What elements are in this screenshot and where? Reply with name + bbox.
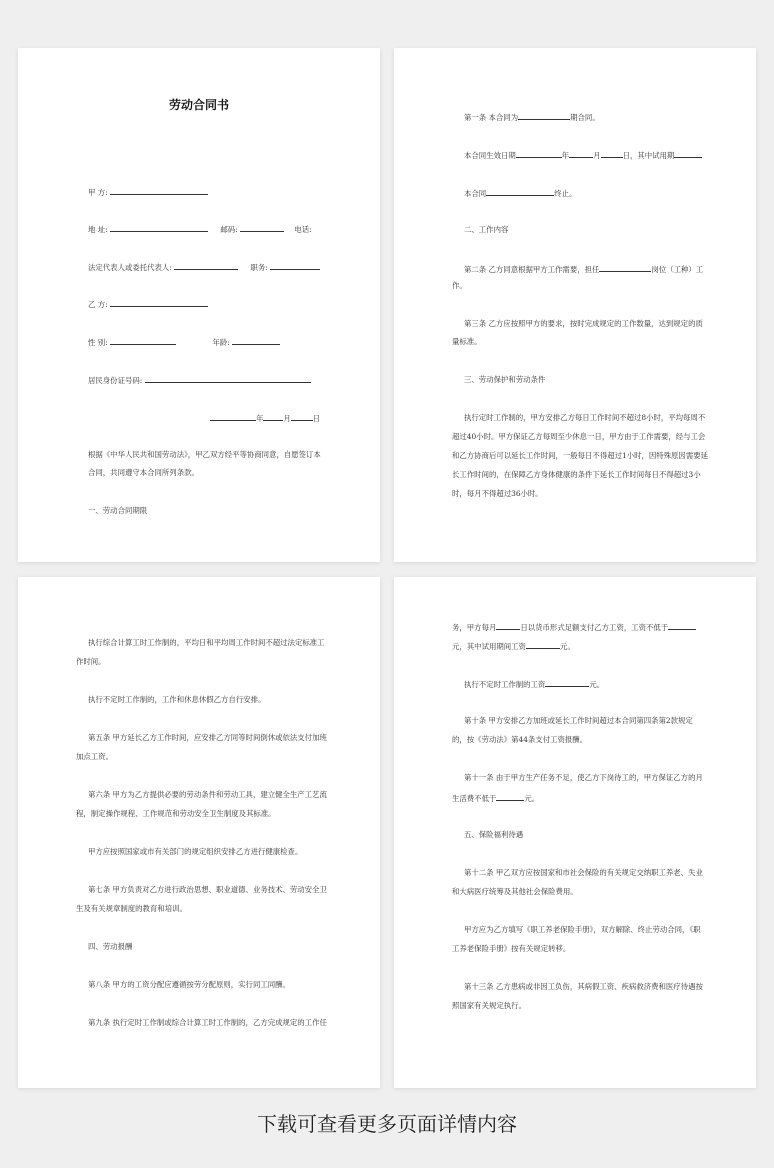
article-1-end: 期合同。	[570, 113, 600, 122]
gender-label: 性 别:	[88, 338, 108, 347]
party-b-label: 乙 方:	[88, 300, 108, 309]
article-2-text: 第二条 乙方同意根据甲方工作需要，担任	[464, 265, 600, 274]
address-row	[88, 223, 312, 235]
address-blank	[110, 223, 208, 232]
p3-line-11: 第八条 甲方的工资分配应遵循按劳分配原则，实行同工同酬。	[88, 980, 290, 989]
position-blank	[270, 261, 320, 270]
section-heading-3: 三、劳动保护和劳动条件	[464, 375, 546, 384]
termination-blank	[486, 187, 554, 196]
p3-line-1: 执行综合计算工时工作制的，平均日和平均周工作时间不超过法定标准工	[88, 638, 325, 647]
gender-blank	[110, 336, 176, 345]
party-a-blank	[110, 186, 208, 195]
p4-line-6: 第十一条 由于甲方生产任务不足，使乙方下岗待工的，甲方保证乙方的月	[464, 773, 703, 782]
contract-page-3	[18, 577, 380, 1088]
paragraph-line-3: 和乙方协商后可以延长工作时间，一般每日不得超过1小时，因特殊原因需要延	[452, 451, 708, 460]
age-label: 年龄:	[212, 338, 230, 347]
p4-line-10: 甲方应为乙方填写《职工养老保险手册》，双方解除、终止劳动合同，《职	[464, 925, 701, 934]
contract-type-blank	[518, 111, 570, 120]
p3-line-3: 执行不定时工作制的，工作和休息休假乙方自行安排。	[88, 695, 266, 704]
p4-line-1-text-b: 日以货币形式足额支付乙方工资，工资不低于	[520, 623, 669, 632]
article-2-end: 岗位（工种）工	[651, 265, 704, 274]
p3-line-2: 作时间。	[76, 657, 106, 666]
termination-end: 终止。	[554, 189, 577, 198]
flex-wage-blank	[545, 678, 589, 687]
paragraph-line-4: 长工作时间的，在保障乙方身体健康的条件下延长工作时间每日不得超过3小	[452, 470, 701, 479]
p4-line-7-end: 元。	[524, 794, 540, 803]
party-b-blank	[110, 298, 208, 307]
article-1-text: 第一条 本合同为	[464, 113, 519, 122]
address-label: 地 址:	[88, 225, 108, 234]
party-a-label: 甲 方:	[88, 188, 108, 197]
p4-line-5: 的，按《劳动法》第44条支付工资报酬。	[452, 735, 588, 744]
section-heading-2: 二、工作内容	[464, 225, 509, 234]
p3-line-7: 程，制定操作规程、工作规范和劳动安全卫生制度及其标准。	[76, 809, 276, 818]
p4-line-2	[452, 640, 575, 652]
party-b-row	[88, 298, 208, 310]
p4-line-2-end: 元。	[559, 642, 575, 651]
gender-row	[88, 336, 280, 348]
p4-line-7	[452, 792, 539, 804]
article-1	[464, 111, 600, 123]
party-a-row	[88, 186, 208, 198]
paragraph-line-1: 执行定时工作制的，甲方安排乙方每日工作时间不超过8小时，平均每周不	[464, 413, 706, 422]
p4-line-8: 第十二条 甲乙双方应按国家和市社会保险的有关规定交纳职工养老、失业	[464, 868, 703, 877]
paragraph-line-2: 超过40小时。甲方保证乙方每周至少休息一日，甲方由于工作需要，经与工会	[452, 432, 706, 441]
id-number-label: 居民身份证号码:	[88, 376, 143, 385]
month-blank	[263, 412, 283, 421]
termination-label: 本合同	[464, 189, 487, 198]
termination-row	[464, 187, 576, 199]
document-title: 劳动合同书	[168, 98, 229, 112]
living-allowance-blank	[496, 792, 524, 801]
intro-line-2: 合同，共同遵守本合同所列条款。	[88, 468, 199, 477]
legal-rep-label: 法定代表人或委托代表人:	[88, 263, 172, 272]
postcode-label: 邮码:	[220, 225, 238, 234]
effective-date-row	[464, 149, 702, 161]
p3-line-9: 第七条 甲方负责对乙方进行政治思想、职业道德、业务技术、劳动安全卫	[88, 885, 327, 894]
post-blank	[599, 263, 651, 272]
day-blank	[291, 412, 313, 421]
section-heading-4: 四、劳动报酬	[88, 942, 133, 951]
p4-line-1-text: 务，甲方每月	[452, 623, 497, 632]
legal-rep-blank	[174, 261, 238, 270]
intro-line-1: 根据《中华人民共和国劳动法》，甲乙双方经平等协商同意，自愿签订本	[88, 450, 321, 459]
id-number-blank	[145, 374, 311, 383]
postcode-blank	[240, 223, 284, 232]
p4-line-9: 和大病医疗统筹及其他社会保险费用。	[452, 887, 578, 896]
contract-page-2	[394, 48, 756, 562]
paragraph-line-5: 时，每月不得超过36小时。	[452, 489, 543, 498]
probation-blank	[674, 149, 702, 158]
eff-year-blank	[516, 149, 562, 158]
eff-month-label: 月	[593, 151, 601, 160]
id-number-row	[88, 374, 311, 386]
p3-line-10: 生及有关规章制度的教育和培训。	[76, 904, 187, 913]
p4-line-2-text: 元，其中试用期间工资	[452, 642, 526, 651]
p4-line-7-text: 生活费不低于	[452, 794, 497, 803]
contract-page-1	[18, 48, 380, 562]
p4-line-3-text: 执行不定时工作制的工资	[464, 680, 546, 689]
year-blank	[210, 412, 256, 421]
article-2-cont: 作。	[452, 281, 467, 290]
p4-line-12: 第十三条 乙方患病或非因工负伤，其病假工资、疾病救济费和医疗待遇按	[464, 982, 703, 991]
age-blank	[232, 336, 280, 345]
p4-line-1	[452, 621, 696, 633]
position-label: 职务:	[250, 263, 268, 272]
month-label: 月	[283, 414, 291, 423]
effective-date-label: 本合同生效日期	[464, 151, 516, 160]
probation-wage-blank	[526, 640, 560, 649]
legal-rep-row	[88, 261, 320, 273]
payday-blank	[496, 621, 520, 630]
download-more-caption[interactable]: 下载可查看更多页面详情内容	[257, 1112, 517, 1136]
section-heading-1: 一、劳动合同期限	[88, 506, 148, 515]
p4-line-3	[464, 678, 604, 690]
article-2	[464, 263, 703, 275]
p4-line-13: 照国家有关规定执行。	[452, 1001, 526, 1010]
p4-line-4: 第十条 甲方安排乙方加班或延长工作时间超过本合同第四条第2款规定	[464, 716, 693, 725]
article-3-line-1: 第三条 乙方应按照甲方的要求，按时完成规定的工作数量，达到规定的质	[464, 319, 703, 328]
section-heading-5: 五、保险福利待遇	[464, 830, 524, 839]
article-3-line-2: 量标准。	[452, 337, 482, 346]
contract-page-4	[394, 577, 756, 1088]
eff-year-label: 年	[561, 151, 570, 160]
p3-line-8: 甲方应按照国家或市有关部门的规定组织安排乙方进行健康检查。	[88, 847, 303, 856]
p3-line-4: 第五条 甲方延长乙方工作时间，应安排乙方同等时间倒休或依法支付加班	[88, 733, 327, 742]
eff-month-blank	[569, 149, 593, 158]
p3-line-5: 加点工资。	[76, 752, 113, 761]
eff-day-blank	[601, 149, 623, 158]
phone-label: 电话:	[294, 225, 312, 234]
p4-line-3-end: 元。	[589, 680, 605, 689]
p3-line-6: 第六条 甲方为乙方提供必要的劳动条件和劳动工具，建立健全生产工艺流	[88, 790, 327, 799]
min-wage-blank	[668, 621, 696, 630]
eff-day-label: 日，其中试用期	[622, 151, 675, 160]
p3-line-12: 第九条 执行定时工作制或综合计算工时工作制的，乙方完成规定的工作任	[88, 1018, 327, 1027]
date-row	[210, 412, 320, 424]
year-label: 年	[256, 414, 264, 423]
p4-line-11: 工养老保险手册》按有关规定转移。	[452, 944, 571, 953]
day-label: 日	[312, 414, 321, 423]
